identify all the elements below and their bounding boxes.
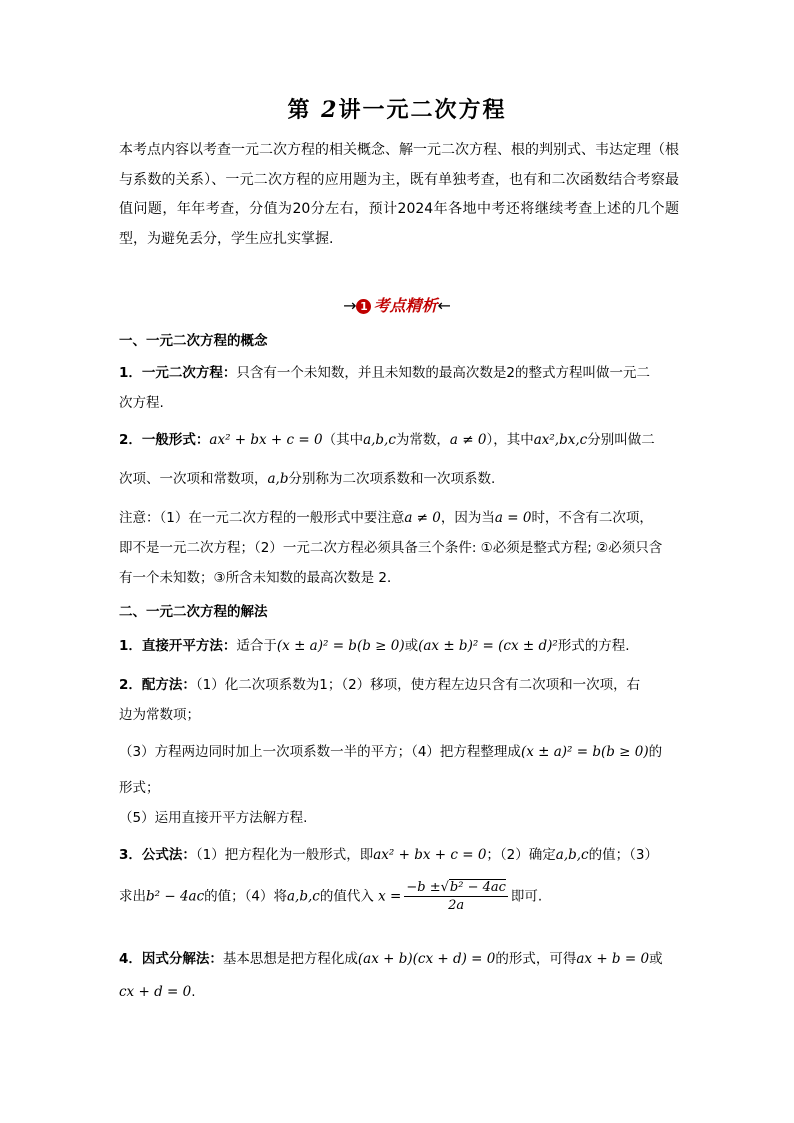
note-line3: 有一个未知数；③所含未知数的最高次数是 2．: [119, 570, 401, 586]
section-heading: → 1 考点精析←: [343, 296, 451, 315]
concept-2-line2: 次项、一次项和常数项，a,b分别称为二次项系数和一次项系数.: [119, 471, 496, 487]
method-1-line: 1．直接开平方法：适合于(x ± a)² = b(b ≥ 0)或(ax ± b)² = (cx ± d)²形式的方程.: [119, 638, 630, 654]
concept-1-line2: 次方程.: [119, 395, 164, 411]
method-3-line1: 3．公式法：（1）把方程化为一般形式，即ax² + bx + c = 0；（2）确定a,b,c的值；（3）: [119, 847, 658, 863]
method-4-line2: cx + d = 0.: [119, 984, 196, 1000]
method-2-line4: 形式；: [119, 780, 160, 796]
method-2-line1: 2．配方法：（1）化二次项系数为1；（2）移项，使方程左边只含有二次项和一次项，右: [119, 677, 641, 693]
page-title: 第 2讲一元二次方程: [287, 97, 507, 123]
method-2-line3: （3）方程两边同时加上一次项系数一半的平方；（4）把方程整理成(x ± a)² = b(b ≥ 0)的: [119, 744, 663, 760]
method-2-line2: 边为常数项；: [119, 707, 200, 723]
concept-1-line1: 1．一元二次方程：只含有一个未知数，并且未知数的最高次数是2的整式方程叫做一元二: [119, 365, 650, 381]
method-3-line2: 求出b² − 4ac的值；（4）将a,b,c的值代入 x = $\frac{\text{−b ±√b² − 4ac}}{2a}$ 即可.: [119, 880, 543, 913]
note-line2: 即不是一元二次方程；（2）一元二次方程必须具备三个条件: ①必须是整式方程; ②必须只含: [119, 540, 663, 556]
note-line1: 注意：（1）在一元二次方程的一般形式中要注意a ≠ 0，因为当a = 0时，不含有二次项，: [119, 510, 653, 526]
intro-paragraph: 本考点内容以考查一元二次方程的相关概念、解一元二次方程、根的判别式、韦达定理（根与系数的关系）、一元二次方程的应用题为主，既有单独考查，也有和二次函数结合考察最值问题，年年考查，分值为20分左右，预计2024年各地中考还将继续考查上述的几个题型，为避免丢分，学生应扎实掌握.: [119, 142, 679, 247]
concept-2-line1: 2．一般形式：ax² + bx + c = 0（其中a,b,c为常数，a ≠ 0），其中ax²,bx,c分别叫做二: [119, 432, 655, 448]
heading-methods: 二、一元二次方程的解法: [119, 604, 268, 620]
heading-concept: 一、一元二次方程的概念: [119, 333, 268, 349]
number-badge: 1: [356, 299, 371, 314]
method-2-line5: （5）运用直接开平方法解方程.: [119, 810, 308, 826]
method-4-line1: 4．因式分解法：基本思想是把方程化成(ax + b)(cx + d) = 0的形式，可得ax + b = 0或: [119, 951, 663, 967]
quadratic-formula: $\frac{\text{−b ±√b² − 4ac}}{2a}$: [406, 880, 506, 913]
